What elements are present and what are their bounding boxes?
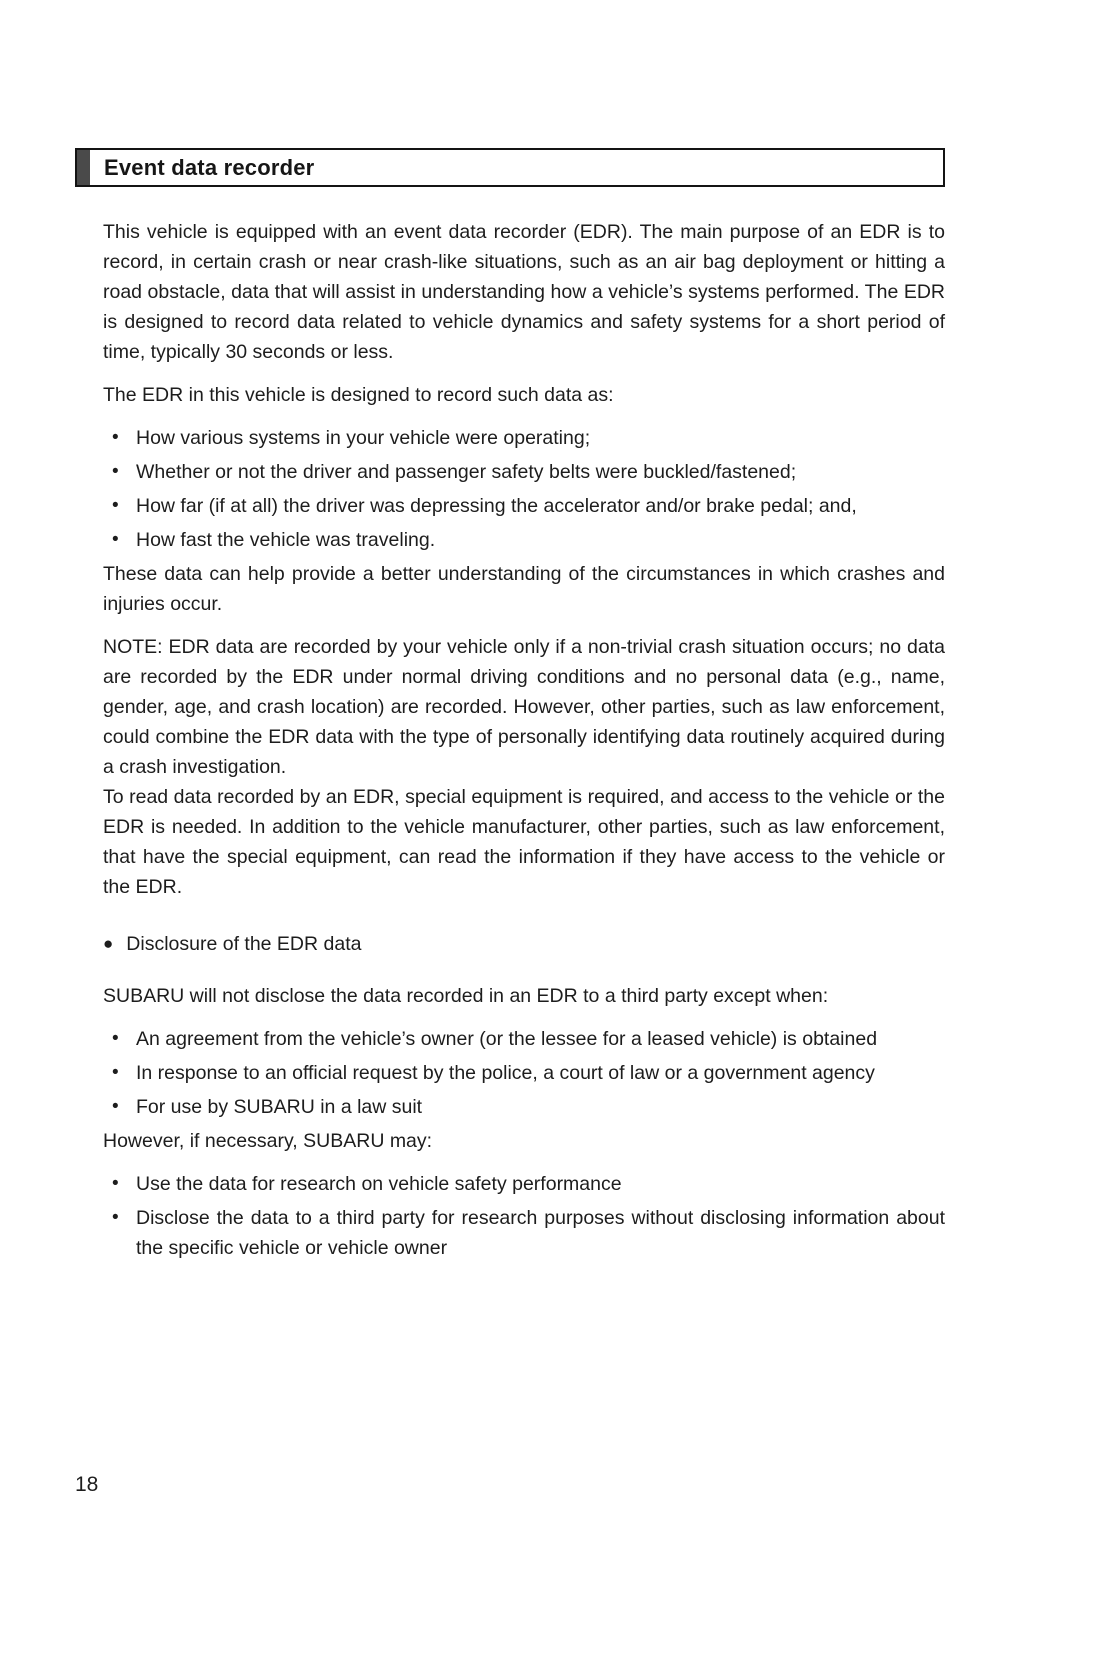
bullet-icon: • xyxy=(112,427,119,448)
list-item xyxy=(103,1092,945,1122)
list-item xyxy=(103,457,945,487)
paragraph-read-access: To read data recorded by an EDR, special equipment is required, and access to the vehicle or the EDR is needed. In addition to the vehicle manufacturer, other parties, such as law enforcement, that have the special equipment, can read the information if they have access to the vehicle or the EDR. xyxy=(103,786,945,898)
bullet-icon: • xyxy=(112,1096,119,1117)
list-item-text: How fast the vehicle was traveling. xyxy=(136,529,436,551)
bullet-icon: • xyxy=(112,1028,119,1049)
body-text xyxy=(103,217,945,1263)
page-content xyxy=(75,148,945,1267)
list-item xyxy=(103,1169,945,1199)
list-item-text: An agreement from the vehicle’s owner (or the lessee for a leased vehicle) is obtained xyxy=(136,1028,878,1050)
paragraph-record-intro: The EDR in this vehicle is designed to record such data as: xyxy=(103,384,614,406)
list-item-text: Whether or not the driver and passenger safety belts were buckled/fastened; xyxy=(136,461,797,483)
may-list xyxy=(103,1169,945,1263)
paragraph-note: NOTE: EDR data are recorded by your vehicle only if a non-trivial crash situation occurs; no data are recorded by the EDR under normal driving conditions and no personal data (e.g., name, gender, age, and crash location) are recorded. However, other parties, such as law enforcement, could combine the EDR data with the type of personally identifying data routinely acquired during a crash investigation. xyxy=(103,636,945,778)
section-title-box xyxy=(75,148,945,187)
page-title: Event data recorder xyxy=(104,154,315,180)
paragraph-however: However, if necessary, SUBARU may: xyxy=(103,1130,433,1152)
list-item-text: Disclose the data to a third party for research purposes without disclosing information about the specific vehicle or vehicle owner xyxy=(136,1207,945,1259)
list-item-text: In response to an official request by the police, a court of law or a government agency xyxy=(136,1062,875,1084)
section-bullet-icon: ● xyxy=(103,934,114,953)
paragraph-intro: This vehicle is equipped with an event data recorder (EDR). The main purpose of an EDR is to record, in certain crash or near crash-like situations, such as an air bag deployment or hitting a road obstacle, data that will assist in understanding how a vehicle’s systems performed. The EDR is designed to record data related to vehicle dynamics and safety systems for a short period of time, typically 30 seconds or less. xyxy=(103,221,945,363)
page-number: 18 xyxy=(75,1473,99,1496)
disclosure-section-heading xyxy=(103,929,945,960)
list-item-text: How various systems in your vehicle were operating; xyxy=(136,427,591,449)
record-list xyxy=(103,423,945,555)
list-item-text: How far (if at all) the driver was depressing the accelerator and/or brake pedal; and, xyxy=(136,495,857,517)
bullet-icon: • xyxy=(112,1173,119,1194)
bullet-icon: • xyxy=(112,1062,119,1083)
bullet-icon: • xyxy=(112,461,119,482)
list-item xyxy=(103,1203,945,1263)
list-item xyxy=(103,1058,945,1088)
list-item xyxy=(103,423,945,453)
paragraph-record-outro: These data can help provide a better understanding of the circumstances in which crashes and injuries occur. xyxy=(103,563,945,615)
title-accent-bar xyxy=(77,150,90,185)
list-item xyxy=(103,491,945,521)
bullet-icon: • xyxy=(112,529,119,550)
list-item-text: Use the data for research on vehicle safety performance xyxy=(136,1173,622,1195)
disclosure-list xyxy=(103,1024,945,1122)
paragraph-disclosure-intro: SUBARU will not disclose the data recorded in an EDR to a third party except when: xyxy=(103,985,829,1007)
list-item xyxy=(103,525,945,555)
list-item-text: For use by SUBARU in a law suit xyxy=(136,1096,423,1118)
list-item xyxy=(103,1024,945,1054)
bullet-icon: • xyxy=(112,1207,119,1228)
bullet-icon: • xyxy=(112,495,119,516)
section-heading-text: Disclosure of the EDR data xyxy=(126,933,362,955)
